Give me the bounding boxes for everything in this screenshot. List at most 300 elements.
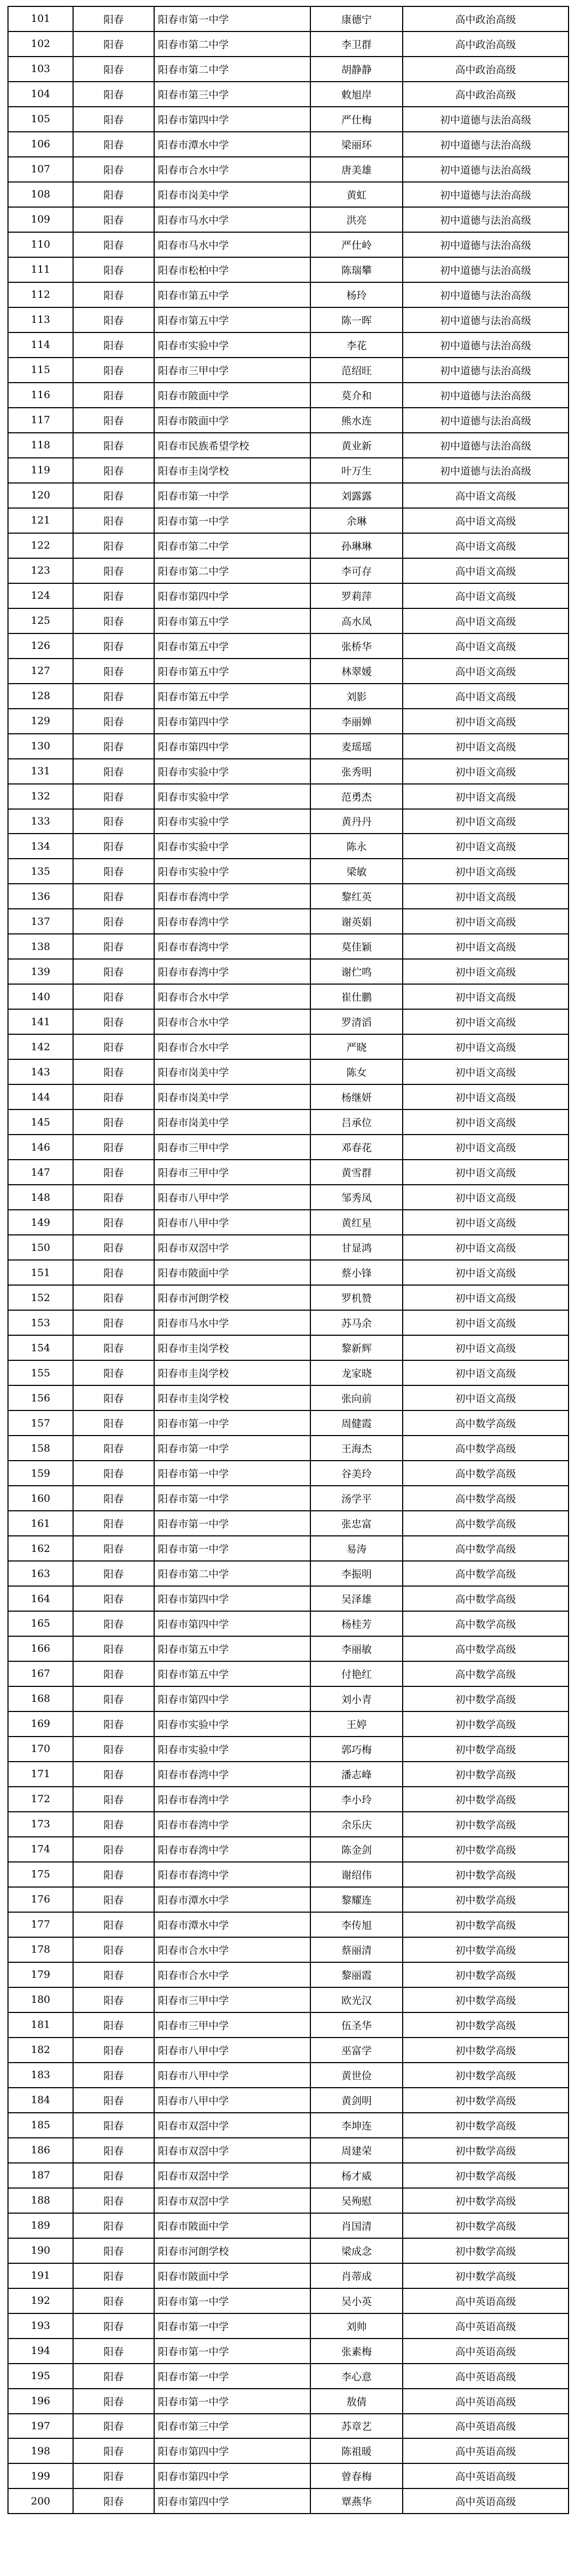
title-cell: 初中数学高级 [403, 1987, 569, 2012]
title-cell: 初中语文高级 [403, 1084, 569, 1109]
city-cell: 阳春 [73, 659, 154, 684]
table-row [8, 809, 569, 834]
row-number: 126 [8, 633, 73, 659]
teacher-name-cell: 黎丽霞 [310, 1962, 403, 1987]
school-cell: 阳春市三甲中学 [154, 358, 310, 383]
table-row [8, 2438, 569, 2463]
row-number: 138 [8, 934, 73, 959]
title-cell: 初中数学高级 [403, 1686, 569, 1711]
title-cell: 高中英语高级 [403, 2339, 569, 2364]
table-row [8, 2238, 569, 2263]
teacher-name-cell: 苏马余 [310, 1310, 403, 1335]
school-cell: 阳春市双滘中学 [154, 2163, 310, 2188]
row-number: 180 [8, 1987, 73, 2012]
table-row [8, 57, 569, 82]
row-number: 182 [8, 2038, 73, 2063]
school-cell: 阳春市春湾中学 [154, 1762, 310, 1787]
teacher-name-cell: 刘帅 [310, 2313, 403, 2339]
title-cell: 初中数学高级 [403, 2012, 569, 2038]
city-cell: 阳春 [73, 31, 154, 57]
school-cell: 阳春市合水中学 [154, 1962, 310, 1987]
table-row [8, 2012, 569, 2038]
row-number: 152 [8, 1285, 73, 1310]
school-cell: 阳春市八甲中学 [154, 2038, 310, 2063]
table-row [8, 2313, 569, 2339]
row-number: 145 [8, 1109, 73, 1135]
title-cell: 初中语文高级 [403, 1135, 569, 1160]
city-cell: 阳春 [73, 1385, 154, 1410]
title-cell: 初中语文高级 [403, 984, 569, 1009]
school-cell: 阳春市合水中学 [154, 984, 310, 1009]
teacher-name-cell: 张忠富 [310, 1511, 403, 1536]
table-row [8, 1987, 569, 2012]
table-row [8, 1034, 569, 1059]
school-cell: 阳春市实验中学 [154, 1711, 310, 1737]
table-row [8, 1235, 569, 1260]
row-number: 132 [8, 784, 73, 809]
city-cell: 阳春 [73, 2313, 154, 2339]
city-cell: 阳春 [73, 1310, 154, 1335]
row-number: 135 [8, 859, 73, 884]
table-row [8, 2488, 569, 2514]
table-row [8, 358, 569, 383]
title-cell: 初中语文高级 [403, 1335, 569, 1360]
row-number: 148 [8, 1185, 73, 1210]
row-number: 177 [8, 1912, 73, 1937]
teacher-name-cell: 杨才威 [310, 2163, 403, 2188]
table-row [8, 1135, 569, 1160]
title-cell: 初中道德与法治高级 [403, 207, 569, 232]
table-row [8, 608, 569, 633]
title-cell: 高中英语高级 [403, 2438, 569, 2463]
row-number: 147 [8, 1160, 73, 1185]
table-row [8, 2038, 569, 2063]
teacher-name-cell: 余琳 [310, 508, 403, 533]
row-number: 105 [8, 107, 73, 132]
city-cell: 阳春 [73, 533, 154, 558]
city-cell: 阳春 [73, 1862, 154, 1887]
table-row [8, 1586, 569, 1611]
table-row [8, 1611, 569, 1636]
table-row [8, 2263, 569, 2288]
title-cell: 高中英语高级 [403, 2414, 569, 2439]
row-number: 109 [8, 207, 73, 232]
city-cell: 阳春 [73, 1360, 154, 1385]
teacher-name-cell: 麦瑶瑶 [310, 734, 403, 759]
title-cell: 初中语文高级 [403, 1260, 569, 1285]
title-cell: 高中语文高级 [403, 608, 569, 633]
title-cell: 初中数学高级 [403, 2038, 569, 2063]
school-cell: 阳春市第一中学 [154, 2313, 310, 2339]
city-cell: 阳春 [73, 332, 154, 358]
city-cell: 阳春 [73, 1084, 154, 1109]
city-cell: 阳春 [73, 1762, 154, 1787]
teacher-name-cell: 熊水连 [310, 408, 403, 433]
row-number: 103 [8, 57, 73, 82]
city-cell: 阳春 [73, 1461, 154, 1486]
table-row [8, 257, 569, 282]
row-number: 175 [8, 1862, 73, 1887]
table-row [8, 1260, 569, 1285]
school-cell: 阳春市双滘中学 [154, 2188, 310, 2213]
school-cell: 阳春市圭岗学校 [154, 1385, 310, 1410]
title-cell: 高中英语高级 [403, 2288, 569, 2313]
school-cell: 阳春市合水中学 [154, 1034, 310, 1059]
city-cell: 阳春 [73, 107, 154, 132]
school-cell: 阳春市第一中学 [154, 2364, 310, 2389]
row-number: 120 [8, 483, 73, 508]
city-cell: 阳春 [73, 1887, 154, 1912]
row-number: 183 [8, 2063, 73, 2088]
row-number: 118 [8, 433, 73, 458]
school-cell: 阳春市第五中学 [154, 659, 310, 684]
row-number: 131 [8, 759, 73, 784]
title-cell: 初中数学高级 [403, 2188, 569, 2213]
title-cell: 初中道德与法治高级 [403, 282, 569, 307]
school-cell: 阳春市河朗学校 [154, 1285, 310, 1310]
teacher-name-cell: 严仕梅 [310, 107, 403, 132]
teacher-name-cell: 吴泽雄 [310, 1586, 403, 1611]
row-number: 173 [8, 1812, 73, 1837]
table-row [8, 684, 569, 709]
teacher-name-cell: 范勇杰 [310, 784, 403, 809]
title-cell: 初中语文高级 [403, 1160, 569, 1185]
teacher-name-cell: 叶万生 [310, 458, 403, 483]
school-cell: 阳春市第一中学 [154, 2389, 310, 2414]
school-cell: 阳春市马水中学 [154, 207, 310, 232]
school-cell: 阳春市第二中学 [154, 57, 310, 82]
school-cell: 阳春市八甲中学 [154, 1185, 310, 1210]
teacher-name-cell: 吕承位 [310, 1109, 403, 1135]
row-number: 143 [8, 1059, 73, 1084]
city-cell: 阳春 [73, 934, 154, 959]
row-number: 108 [8, 182, 73, 207]
teacher-name-cell: 谢英娟 [310, 909, 403, 934]
school-cell: 阳春市第五中学 [154, 1661, 310, 1686]
teacher-name-cell: 周健霞 [310, 1410, 403, 1436]
table-row [8, 2339, 569, 2364]
title-cell: 高中英语高级 [403, 2313, 569, 2339]
teacher-name-cell: 王婷 [310, 1711, 403, 1737]
table-body [8, 6, 569, 2514]
school-cell: 阳春市合水中学 [154, 1009, 310, 1034]
city-cell: 阳春 [73, 1160, 154, 1185]
title-cell: 初中数学高级 [403, 1737, 569, 1762]
title-cell: 初中数学高级 [403, 2163, 569, 2188]
school-cell: 阳春市民族希望学校 [154, 433, 310, 458]
school-cell: 阳春市圭岗学校 [154, 1335, 310, 1360]
title-cell: 初中数学高级 [403, 1711, 569, 1737]
city-cell: 阳春 [73, 2238, 154, 2263]
teacher-name-cell: 邓春花 [310, 1135, 403, 1160]
teacher-name-cell: 李坤连 [310, 2113, 403, 2138]
city-cell: 阳春 [73, 959, 154, 984]
teacher-name-cell: 洪亮 [310, 207, 403, 232]
teacher-name-cell: 蔡丽清 [310, 1937, 403, 1962]
city-cell: 阳春 [73, 82, 154, 107]
row-number: 137 [8, 909, 73, 934]
title-cell: 高中语文高级 [403, 583, 569, 608]
table-row [8, 1536, 569, 1561]
city-cell: 阳春 [73, 2088, 154, 2113]
city-cell: 阳春 [73, 2063, 154, 2088]
city-cell: 阳春 [73, 1185, 154, 1210]
school-cell: 阳春市第二中学 [154, 558, 310, 583]
school-cell: 阳春市第一中学 [154, 1410, 310, 1436]
title-cell: 高中数学高级 [403, 1661, 569, 1686]
table-row [8, 508, 569, 533]
row-number: 192 [8, 2288, 73, 2313]
row-number: 193 [8, 2313, 73, 2339]
teacher-name-cell: 陈女 [310, 1059, 403, 1084]
school-cell: 阳春市第一中学 [154, 1436, 310, 1461]
table-row [8, 659, 569, 684]
title-cell: 初中道德与法治高级 [403, 433, 569, 458]
title-cell: 初中语文高级 [403, 859, 569, 884]
row-number: 136 [8, 884, 73, 909]
teacher-name-cell: 张桥华 [310, 633, 403, 659]
school-cell: 阳春市陂面中学 [154, 383, 310, 408]
teacher-name-cell: 谢绍伟 [310, 1862, 403, 1887]
table-row [8, 1912, 569, 1937]
teacher-name-cell: 李小玲 [310, 1787, 403, 1812]
teacher-name-cell: 范绍旺 [310, 358, 403, 383]
school-cell: 阳春市三甲中学 [154, 1987, 310, 2012]
table-row [8, 132, 569, 157]
teacher-name-cell: 肖蒂成 [310, 2263, 403, 2288]
row-number: 159 [8, 1461, 73, 1486]
teacher-name-cell: 周建荣 [310, 2138, 403, 2163]
title-cell: 初中数学高级 [403, 1812, 569, 1837]
table-row [8, 1084, 569, 1109]
school-cell: 阳春市第五中学 [154, 307, 310, 332]
city-cell: 阳春 [73, 2463, 154, 2488]
school-cell: 阳春市潭水中学 [154, 132, 310, 157]
school-cell: 阳春市陂面中学 [154, 1260, 310, 1285]
title-cell: 初中语文高级 [403, 1009, 569, 1034]
school-cell: 阳春市第一中学 [154, 1461, 310, 1486]
table-row [8, 2414, 569, 2439]
table-row [8, 1461, 569, 1486]
city-cell: 阳春 [73, 6, 154, 31]
city-cell: 阳春 [73, 1912, 154, 1937]
title-cell: 初中语文高级 [403, 1210, 569, 1235]
table-row [8, 433, 569, 458]
title-cell: 初中数学高级 [403, 2213, 569, 2238]
table-row [8, 1210, 569, 1235]
teacher-name-cell: 刘露露 [310, 483, 403, 508]
teacher-name-cell: 陈一晖 [310, 307, 403, 332]
title-cell: 高中英语高级 [403, 2389, 569, 2414]
teacher-name-cell: 梁敏 [310, 859, 403, 884]
teacher-name-cell: 敕旭岸 [310, 82, 403, 107]
teacher-name-cell: 严仕岭 [310, 232, 403, 257]
title-cell: 初中道德与法治高级 [403, 182, 569, 207]
teacher-name-cell: 张素梅 [310, 2339, 403, 2364]
teacher-name-cell: 伍圣华 [310, 2012, 403, 2038]
city-cell: 阳春 [73, 909, 154, 934]
teacher-name-cell: 黎红英 [310, 884, 403, 909]
city-cell: 阳春 [73, 408, 154, 433]
title-cell: 初中道德与法治高级 [403, 107, 569, 132]
table-row [8, 332, 569, 358]
table-row [8, 2463, 569, 2488]
city-cell: 阳春 [73, 809, 154, 834]
city-cell: 阳春 [73, 458, 154, 483]
city-cell: 阳春 [73, 1561, 154, 1586]
title-cell: 高中数学高级 [403, 1511, 569, 1536]
city-cell: 阳春 [73, 583, 154, 608]
table-row [8, 533, 569, 558]
title-cell: 初中道德与法治高级 [403, 332, 569, 358]
city-cell: 阳春 [73, 784, 154, 809]
school-cell: 阳春市岗美中学 [154, 182, 310, 207]
school-cell: 阳春市双滘中学 [154, 2113, 310, 2138]
title-cell: 初中语文高级 [403, 1034, 569, 1059]
teacher-name-cell: 潘志峰 [310, 1762, 403, 1787]
row-number: 169 [8, 1711, 73, 1737]
row-number: 170 [8, 1737, 73, 1762]
city-cell: 阳春 [73, 1737, 154, 1762]
title-cell: 初中语文高级 [403, 909, 569, 934]
teacher-name-cell: 余乐庆 [310, 1812, 403, 1837]
school-cell: 阳春市第四中学 [154, 2463, 310, 2488]
row-number: 122 [8, 533, 73, 558]
table-row [8, 1661, 569, 1686]
title-cell: 高中政治高级 [403, 6, 569, 31]
teacher-name-cell: 梁成念 [310, 2238, 403, 2263]
city-cell: 阳春 [73, 2389, 154, 2414]
row-number: 168 [8, 1686, 73, 1711]
table-row [8, 2364, 569, 2389]
school-cell: 阳春市第一中学 [154, 508, 310, 533]
city-cell: 阳春 [73, 2364, 154, 2389]
row-number: 106 [8, 132, 73, 157]
row-number: 155 [8, 1360, 73, 1385]
teacher-name-cell: 李丽敏 [310, 1636, 403, 1661]
row-number: 162 [8, 1536, 73, 1561]
title-cell: 初中数学高级 [403, 1887, 569, 1912]
title-cell: 高中数学高级 [403, 1536, 569, 1561]
city-cell: 阳春 [73, 207, 154, 232]
school-cell: 阳春市圭岗学校 [154, 458, 310, 483]
table-row [8, 558, 569, 583]
row-number: 130 [8, 734, 73, 759]
city-cell: 阳春 [73, 1937, 154, 1962]
title-cell: 初中数学高级 [403, 2263, 569, 2288]
row-number: 194 [8, 2339, 73, 2364]
teacher-name-cell: 刘影 [310, 684, 403, 709]
teacher-name-cell: 陈金剑 [310, 1837, 403, 1862]
title-cell: 高中政治高级 [403, 57, 569, 82]
city-cell: 阳春 [73, 2213, 154, 2238]
school-cell: 阳春市实验中学 [154, 332, 310, 358]
table-row [8, 282, 569, 307]
table-row [8, 2088, 569, 2113]
table-row [8, 633, 569, 659]
row-number: 111 [8, 257, 73, 282]
table-row [8, 1887, 569, 1912]
teacher-name-cell: 陈瑞攀 [310, 257, 403, 282]
teacher-name-cell: 谷美玲 [310, 1461, 403, 1486]
title-cell: 高中数学高级 [403, 1636, 569, 1661]
table-row [8, 157, 569, 182]
teacher-name-cell: 易涛 [310, 1536, 403, 1561]
table-row [8, 2113, 569, 2138]
school-cell: 阳春市春湾中学 [154, 884, 310, 909]
title-cell: 初中数学高级 [403, 2238, 569, 2263]
row-number: 172 [8, 1787, 73, 1812]
city-cell: 阳春 [73, 1711, 154, 1737]
school-cell: 阳春市第二中学 [154, 1561, 310, 1586]
row-number: 134 [8, 834, 73, 859]
title-cell: 初中道德与法治高级 [403, 383, 569, 408]
school-cell: 阳春市第一中学 [154, 2339, 310, 2364]
title-cell: 高中数学高级 [403, 1486, 569, 1511]
school-cell: 阳春市八甲中学 [154, 2063, 310, 2088]
school-cell: 阳春市第一中学 [154, 6, 310, 31]
row-number: 188 [8, 2188, 73, 2213]
school-cell: 阳春市春湾中学 [154, 909, 310, 934]
teacher-name-cell: 罗清滔 [310, 1009, 403, 1034]
city-cell: 阳春 [73, 282, 154, 307]
teacher-name-cell: 李丽婵 [310, 709, 403, 734]
title-cell: 初中语文高级 [403, 759, 569, 784]
city-cell: 阳春 [73, 157, 154, 182]
row-number: 198 [8, 2438, 73, 2463]
school-cell: 阳春市春湾中学 [154, 1787, 310, 1812]
title-cell: 初中道德与法治高级 [403, 157, 569, 182]
table-row [8, 583, 569, 608]
table-row [8, 1335, 569, 1360]
city-cell: 阳春 [73, 633, 154, 659]
city-cell: 阳春 [73, 1135, 154, 1160]
school-cell: 阳春市第五中学 [154, 633, 310, 659]
title-cell: 初中道德与法治高级 [403, 232, 569, 257]
teacher-name-cell: 唐美雄 [310, 157, 403, 182]
teacher-name-cell: 黄雪群 [310, 1160, 403, 1185]
table-row [8, 1410, 569, 1436]
title-cell: 高中数学高级 [403, 1436, 569, 1461]
table-row [8, 1561, 569, 1586]
row-number: 110 [8, 232, 73, 257]
school-cell: 阳春市岗美中学 [154, 1059, 310, 1084]
table-row [8, 1385, 569, 1410]
teacher-name-cell: 黄丹丹 [310, 809, 403, 834]
teacher-name-cell: 邹秀凤 [310, 1185, 403, 1210]
teacher-name-cell: 黄红星 [310, 1210, 403, 1235]
row-number: 154 [8, 1335, 73, 1360]
row-number: 176 [8, 1887, 73, 1912]
row-number: 129 [8, 709, 73, 734]
title-cell: 高中语文高级 [403, 533, 569, 558]
teacher-title-table [7, 6, 569, 2514]
title-cell: 初中语文高级 [403, 1285, 569, 1310]
table-row [8, 1310, 569, 1335]
table-row [8, 1160, 569, 1185]
school-cell: 阳春市三甲中学 [154, 1160, 310, 1185]
table-row [8, 6, 569, 31]
city-cell: 阳春 [73, 834, 154, 859]
table-row [8, 784, 569, 809]
city-cell: 阳春 [73, 182, 154, 207]
row-number: 112 [8, 282, 73, 307]
title-cell: 初中道德与法治高级 [403, 408, 569, 433]
teacher-name-cell: 谢伫鸣 [310, 959, 403, 984]
title-cell: 初中数学高级 [403, 2088, 569, 2113]
row-number: 128 [8, 684, 73, 709]
title-cell: 初中语文高级 [403, 1360, 569, 1385]
